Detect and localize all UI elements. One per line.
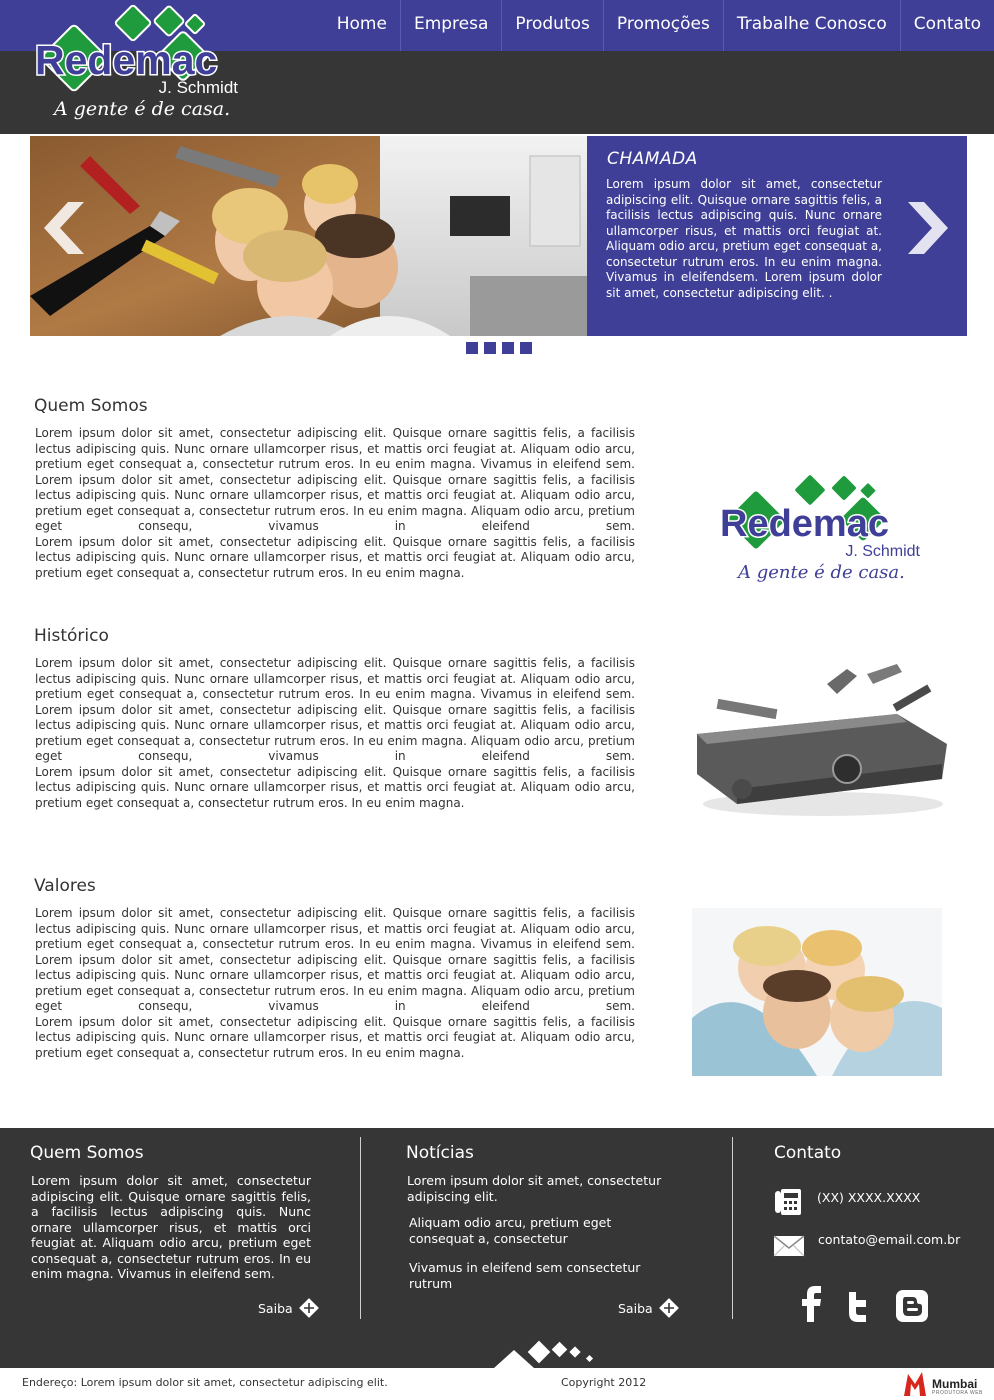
mumbai-sub: PRODUTORA WEB xyxy=(932,1390,983,1396)
site-header xyxy=(0,0,994,134)
footer-diamonds-icon xyxy=(494,1338,596,1368)
section-text-quem-somos xyxy=(35,426,635,581)
paragraph: Lorem ipsum dolor sit amet, consectetur adipiscing elit. Quisque ornare sagittis felis, a facilisis lectus adipiscing quis. Nunc ornare ullamcorper risus, et mattis orci feugiat at. Aliquam odio arcu, pretium eget consequat a, consectetur rutrum eros. In eu enim magna. Aliquam odio arcu, pretium eget consequ, vivamus in eleifend sem. xyxy=(35,702,635,763)
slider-dots xyxy=(466,342,532,354)
slider-dot[interactable] xyxy=(466,342,478,354)
mumbai-name: Mumbai xyxy=(932,1377,978,1391)
logo-subname: J. Schmidt xyxy=(845,543,920,560)
site-footer xyxy=(0,1128,994,1368)
slider-dot[interactable] xyxy=(520,342,532,354)
footer-divider xyxy=(360,1137,361,1319)
footer-about-more-button[interactable] xyxy=(258,1298,319,1318)
news-item[interactable]: Vivamus in eleifend sem consectetur rutrum xyxy=(409,1260,641,1291)
contact-phone[interactable]: (XX) XXXX.XXXX xyxy=(817,1190,921,1205)
hero-slider xyxy=(30,136,967,336)
footer-address: Endereço: Lorem ipsum dolor sit amet, consectetur adipiscing elit. xyxy=(22,1376,388,1389)
nav-item-contato[interactable]: Contato xyxy=(900,0,994,51)
saiba-label: Saiba xyxy=(258,1300,293,1316)
toolbox-photo xyxy=(697,664,949,820)
logo-slogan: A gente é de casa. xyxy=(738,562,905,583)
nav-item-promocoes[interactable]: Promoções xyxy=(603,0,723,51)
contact-email[interactable]: contato@email.com.br xyxy=(818,1232,961,1247)
mumbai-text xyxy=(932,1378,983,1396)
slider-prev-arrow-icon[interactable] xyxy=(38,200,88,256)
paragraph: Lorem ipsum dolor sit amet, consectetur adipiscing elit. Quisque ornare sagittis felis, a facilisis lectus adipiscing quis. Nunc ornare ullamcorper risus, et mattis orci feugiat at. Aliquam odio arcu, pretium eget consequat a, consectetur rutrum eros. In eu enim magna. xyxy=(35,534,635,580)
slider-next-arrow-icon[interactable] xyxy=(904,200,954,256)
nav-item-trabalhe-conosco[interactable]: Trabalhe Conosco xyxy=(723,0,900,51)
footer-copyright: Copyright 2012 xyxy=(561,1376,647,1389)
footer-about-text: Lorem ipsum dolor sit amet, consectetur adipiscing elit. Quisque ornare sagittis felis, a facilisis lectus adipiscing quis. Nunc ornare ullamcorper risus, et mattis orci feugiat at. Aliquam odio arcu, pretium eget consequat a, consectetur rutrum eros. In eu enim magna. Vivamus in eleifend sem. xyxy=(31,1173,311,1281)
slider-dot[interactable] xyxy=(484,342,496,354)
footer-about-title: Quem Somos xyxy=(30,1143,144,1163)
facebook-icon[interactable] xyxy=(800,1286,824,1322)
family-photo xyxy=(692,908,942,1076)
hero-photo xyxy=(30,136,587,336)
mumbai-credit-logo[interactable] xyxy=(904,1370,983,1396)
logo-subname: J. Schmidt xyxy=(158,78,238,97)
mail-icon xyxy=(773,1234,805,1258)
phone-icon xyxy=(772,1186,804,1218)
section-text-historico xyxy=(35,656,635,811)
section-title-quem-somos: Quem Somos xyxy=(34,396,148,416)
redemac-logo-image xyxy=(716,472,926,594)
site-logo[interactable] xyxy=(30,4,245,130)
nav-item-home[interactable]: Home xyxy=(336,14,387,34)
section-text-valores xyxy=(35,906,635,1061)
nav-item-empresa[interactable]: Empresa xyxy=(400,0,501,51)
slider-text: Lorem ipsum dolor sit amet, consectetur adipiscing elit. Quisque ornare sagittis felis, a facilisis lectus adipiscing quis. Nunc ornare ullamcorper risus, et mattis orci feugiat at. Aliquam odio arcu, pretium eget consequat a, consectetur rutrum eros. In eu enim magna. Vivamus in eleifendsem. Lorem ipsum dolor sit amet, consectetur adipiscing elit. . xyxy=(606,177,882,300)
footer-divider xyxy=(732,1137,733,1319)
nav-item-produtos[interactable]: Produtos xyxy=(501,0,602,51)
paragraph: Lorem ipsum dolor sit amet, consectetur adipiscing elit. Quisque ornare sagittis felis, a facilisis lectus adipiscing quis. Nunc ornare ullamcorper risus, et mattis orci feugiat at. Aliquam odio arcu, pretium eget consequat a, consectetur rutrum eros. In eu enim magna. Vivamus in eleifend sem. xyxy=(35,656,635,701)
footer-news-title: Notícias xyxy=(406,1143,474,1163)
news-item[interactable]: Lorem ipsum dolor sit amet, consectetur adipiscing elit. xyxy=(407,1173,662,1204)
logo-slogan: A gente é de casa. xyxy=(54,98,231,120)
saiba-label: Saiba xyxy=(618,1300,653,1316)
logo-wordmark: Redemac xyxy=(720,503,889,545)
section-title-valores: Valores xyxy=(34,876,96,896)
paragraph: Lorem ipsum dolor sit amet, consectetur adipiscing elit. Quisque ornare sagittis felis, a facilisis lectus adipiscing quis. Nunc ornare ullamcorper risus, et mattis orci feugiat at. Aliquam odio arcu, pretium eget consequat a, consectetur rutrum eros. In eu enim magna. Aliquam odio arcu, pretium eget consequ, vivamus in eleifend sem. xyxy=(35,472,635,533)
footer-news-more-button[interactable] xyxy=(618,1298,679,1318)
paragraph: Lorem ipsum dolor sit amet, consectetur adipiscing elit. Quisque ornare sagittis felis, a facilisis lectus adipiscing quis. Nunc ornare ullamcorper risus, et mattis orci feugiat at. Aliquam odio arcu, pretium eget consequat a, consectetur rutrum eros. In eu enim magna. Aliquam odio arcu, pretium eget consequ, vivamus in eleifend sem. xyxy=(35,952,635,1013)
paragraph: Lorem ipsum dolor sit amet, consectetur adipiscing elit. Quisque ornare sagittis felis, a facilisis lectus adipiscing quis. Nunc ornare ullamcorper risus, et mattis orci feugiat at. Aliquam odio arcu, pretium eget consequat a, consectetur rutrum eros. In eu enim magna. Vivamus in eleifend sem. xyxy=(35,426,635,471)
paragraph: Lorem ipsum dolor sit amet, consectetur adipiscing elit. Quisque ornare sagittis felis, a facilisis lectus adipiscing quis. Nunc ornare ullamcorper risus, et mattis orci feugiat at. Aliquam odio arcu, pretium eget consequat a, consectetur rutrum eros. In eu enim magna. Vivamus in eleifend sem. xyxy=(35,906,635,951)
plus-diamond-icon xyxy=(299,1298,319,1318)
twitter-icon[interactable] xyxy=(846,1292,870,1322)
logo-wordmark: Redemac xyxy=(35,37,218,83)
slider-dot[interactable] xyxy=(502,342,514,354)
slider-title: CHAMADA xyxy=(607,149,698,169)
plus-diamond-icon xyxy=(659,1298,679,1318)
main-nav xyxy=(324,0,994,51)
bottom-bar xyxy=(0,1368,994,1400)
mumbai-m-icon xyxy=(904,1370,930,1396)
blogger-icon[interactable] xyxy=(896,1290,928,1322)
paragraph: Lorem ipsum dolor sit amet, consectetur adipiscing elit. Quisque ornare sagittis felis, a facilisis lectus adipiscing quis. Nunc ornare ullamcorper risus, et mattis orci feugiat at. Aliquam odio arcu, pretium eget consequat a, consectetur rutrum eros. In eu enim magna. xyxy=(35,1014,635,1060)
paragraph: Lorem ipsum dolor sit amet, consectetur adipiscing elit. Quisque ornare sagittis felis, a facilisis lectus adipiscing quis. Nunc ornare ullamcorper risus, et mattis orci feugiat at. Aliquam odio arcu, pretium eget consequat a, consectetur rutrum eros. In eu enim magna. xyxy=(35,764,635,810)
section-title-historico: Histórico xyxy=(34,626,109,646)
news-item[interactable]: Aliquam odio arcu, pretium eget consequat a, consectetur xyxy=(409,1215,612,1246)
footer-contact-title: Contato xyxy=(774,1143,842,1163)
